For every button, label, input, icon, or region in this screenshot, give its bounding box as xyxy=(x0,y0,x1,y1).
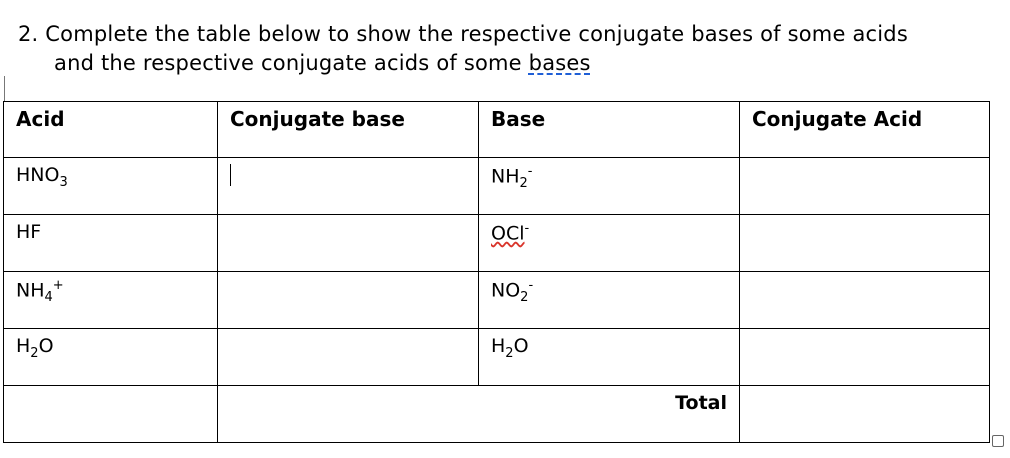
formula-text: H xyxy=(16,335,31,357)
total-input[interactable] xyxy=(740,386,990,443)
conjugate-base-input[interactable] xyxy=(218,272,479,329)
header-base: Base xyxy=(479,102,740,158)
table-row xyxy=(4,158,990,215)
table-header-row xyxy=(4,102,990,158)
empty-cell[interactable] xyxy=(4,386,218,443)
total-label: Total xyxy=(218,386,740,443)
formula-superscript: - xyxy=(527,164,533,179)
question-text xyxy=(18,20,998,78)
table-row xyxy=(4,272,990,329)
question-line-1: 2. Complete the table below to show the respective conjugate bases of some acids xyxy=(18,22,908,46)
conjugate-acid-input[interactable] xyxy=(740,215,990,272)
margin-marker xyxy=(4,76,5,102)
formula-text: HNO xyxy=(16,164,60,186)
formula-subscript: 2 xyxy=(520,290,529,306)
text-cursor xyxy=(230,164,231,186)
header-conjugate-base: Conjugate base xyxy=(218,102,479,158)
acid-cell xyxy=(4,215,218,272)
formula-superscript: + xyxy=(52,278,64,293)
formula-superscript: - xyxy=(524,221,530,236)
conjugate-acid-input[interactable] xyxy=(740,158,990,215)
acid-cell xyxy=(4,272,218,329)
conjugate-table xyxy=(3,101,990,443)
formula-text-spell-flagged[interactable]: OCl xyxy=(491,222,525,245)
table-resize-handle[interactable] xyxy=(992,435,1004,447)
formula-text-tail: O xyxy=(513,335,529,357)
conjugate-acid-input[interactable] xyxy=(740,329,990,386)
formula-subscript: 2 xyxy=(519,176,528,192)
grammar-flag-word[interactable]: bases xyxy=(528,51,591,75)
acid-cell xyxy=(4,158,218,215)
formula-subscript: 4 xyxy=(44,290,53,306)
formula-superscript: - xyxy=(528,278,534,293)
header-conjugate-acid: Conjugate Acid xyxy=(740,102,990,158)
formula-subscript: 2 xyxy=(30,345,39,361)
conjugate-base-input[interactable] xyxy=(218,158,479,215)
formula-text: HF xyxy=(16,221,42,243)
header-acid: Acid xyxy=(4,102,218,158)
formula-text: H xyxy=(491,335,506,357)
formula-text: NH xyxy=(16,279,45,302)
table-row-total xyxy=(4,386,990,443)
question-line-2-text: and the respective conjugate acids of some xyxy=(54,51,529,75)
question-line-2 xyxy=(18,49,998,78)
table-row xyxy=(4,215,990,272)
formula-subscript: 2 xyxy=(505,345,514,361)
conjugate-acid-input[interactable] xyxy=(740,272,990,329)
formula-subscript: 3 xyxy=(59,174,68,190)
conjugate-base-input[interactable] xyxy=(218,329,479,386)
conjugate-base-input[interactable] xyxy=(218,215,479,272)
table-row xyxy=(4,329,990,386)
formula-text: NO xyxy=(491,279,521,302)
formula-text-tail: O xyxy=(38,335,54,357)
base-cell xyxy=(479,272,740,329)
base-cell xyxy=(479,158,740,215)
base-cell xyxy=(479,329,740,386)
base-cell xyxy=(479,215,740,272)
formula-text: NH xyxy=(491,165,520,188)
acid-cell xyxy=(4,329,218,386)
